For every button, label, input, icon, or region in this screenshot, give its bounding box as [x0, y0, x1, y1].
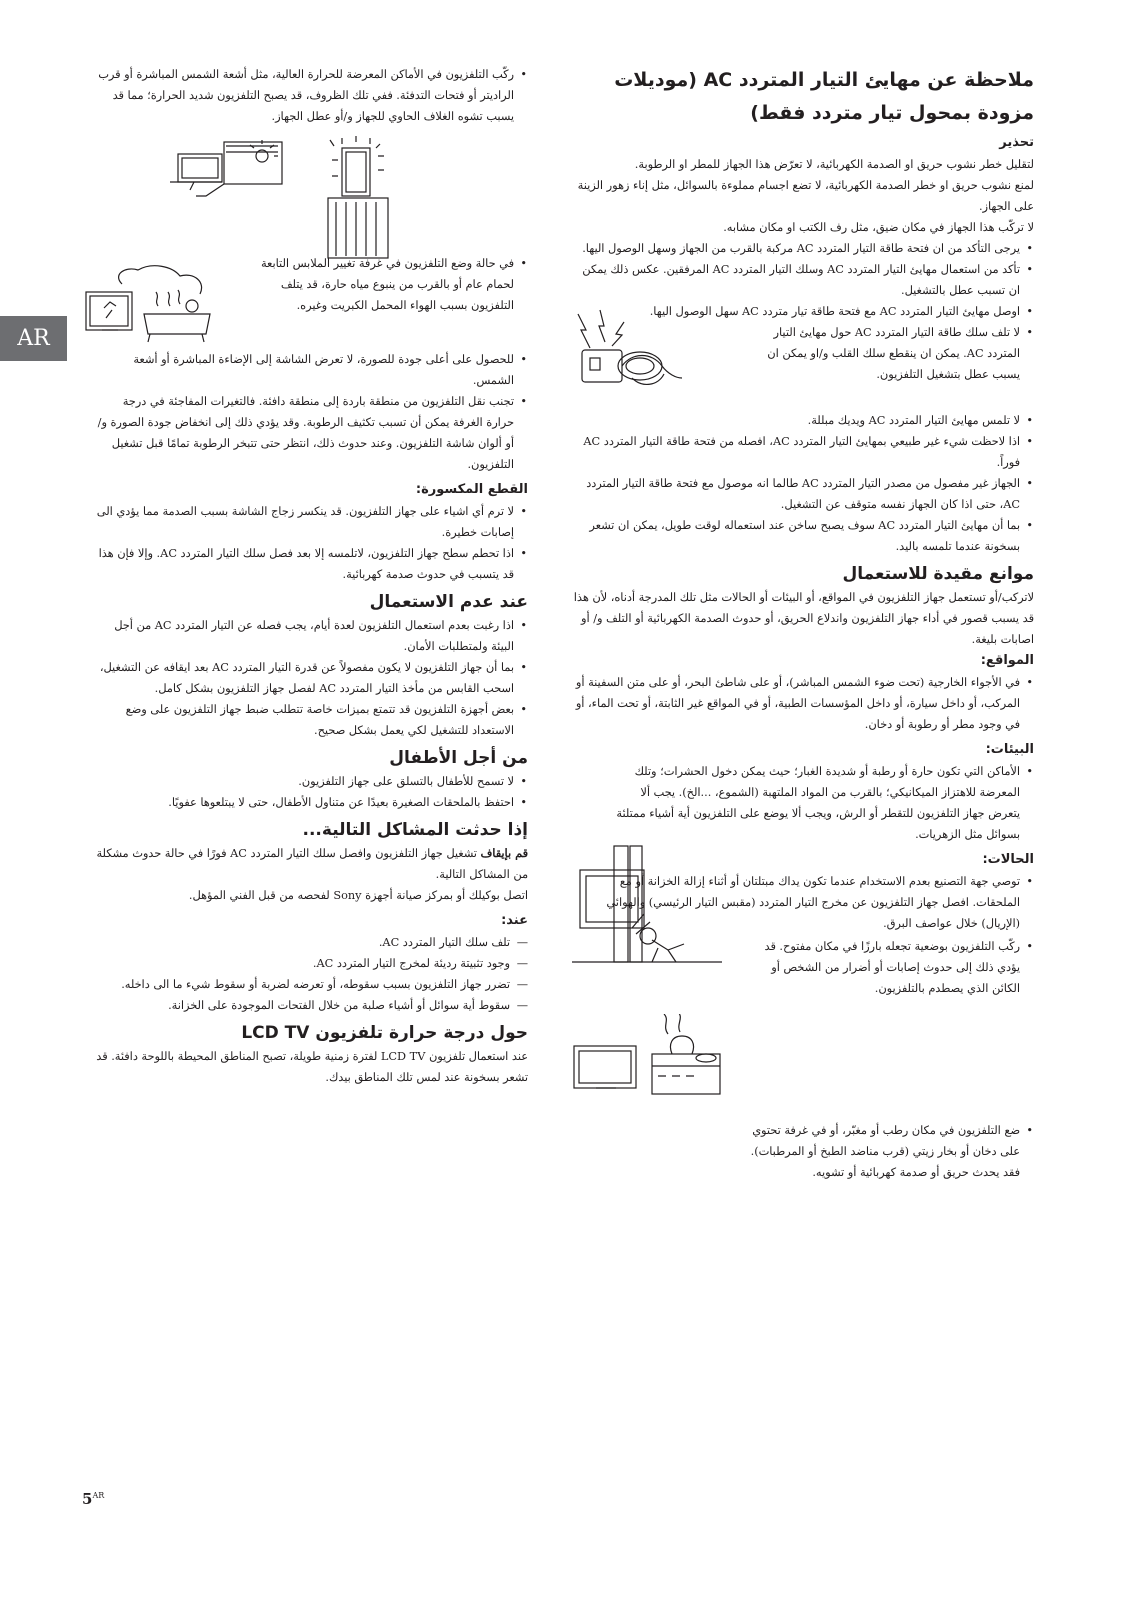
children-heading: من أجل الأطفال — [389, 748, 528, 768]
language-tab — [0, 316, 67, 361]
list-item: • لا تسمح للأطفال بالتسلق على جهاز التلفزيون. — [96, 771, 528, 792]
ac-adapter-title: ملاحظة عن مهايئ التيار المتردد AC (موديلات مزودة بمحول تيار متردد فقط) — [614, 69, 1034, 124]
list-item: — تضرر جهاز التلفزيون بسبب سقوطه، أو تعرضه لضربة أو سقوط شيء ما الى داخله. — [96, 974, 528, 995]
when-heading: عند: — [501, 913, 528, 928]
heat-list — [96, 64, 528, 127]
situations-heading: الحالات: — [982, 852, 1034, 867]
language-tab-label: AR — [17, 326, 50, 351]
children-list — [96, 771, 528, 813]
list-item: • يرجى التأكد من ان فتحة طاقة التيار المتردد AC مركبة بالقرب من الجهاز وسهل الوصول اليها. — [572, 238, 1034, 259]
lcd-text: عند استعمال تلفزيون LCD TV لفترة زمنية طويلة، تصبح المناطق المحيطة باللوحة دافئة. قد تشعر بسخونة عند لمس تلك المناطق بيدك. — [96, 1050, 528, 1084]
problems-heading: إذا حدثت المشاكل التالية... — [302, 820, 528, 840]
list-item: • ضع التلفزيون في مكان رطب أو مغبّر، أو في غرفة تحتوي على دخان أو بخار زيتي (قرب مناضد الطبخ أو المرطبات). فقد يحدث حريق أو صدمة كهربائية أو تشويه. — [572, 1120, 1034, 1183]
list-item: • تجنب نقل التلفزيون من منطقة باردة إلى منطقة دافئة. فالتغيرات المفاجئة في درجة حرارة الغرفة يمكن أن تسبب تكثيف الرطوبة. وقد يؤدي ذلك إلى انخفاض جودة الصورة و/أو ألوان شاشة التلفزيون. وعند حدوث ذلك، انتظر حتى تتبخر الرطوبة تمامًا قبل تشغيل التلفزيون. — [96, 391, 528, 475]
notuse-list — [96, 615, 528, 741]
list-item: • اذا رغبت بعدم استعمال التلفزيون لعدة أيام، يجب فصله عن التيار المتردد AC من أجل البيئة ولمتطلبات الأمان. — [96, 615, 528, 657]
warning-line: لا تركّب هذا الجهاز في مكان ضيق، مثل رف الكتب او مكان مشابه. — [723, 221, 1034, 234]
environments-heading: البيئات: — [985, 742, 1034, 757]
list-item: • لا ترم أي اشياء على جهاز التلفزيون. قد ينكسر زجاج الشاشة بسبب الصدمة مما يؤدي الى إصابات خطيرة. — [96, 501, 528, 543]
picture-list — [96, 349, 528, 475]
page-number-suffix: AR — [92, 1491, 105, 1500]
broken-list — [96, 501, 528, 585]
lcd-heading: حول درجة حرارة تلفزيون LCD TV — [241, 1023, 528, 1043]
list-item: • اوصل مهايئ التيار المتردد AC مع فتحة طاقة تيار متردد AC سهل الوصول اليها. — [572, 301, 1034, 322]
list-item: • بعض أجهزة التلفزيون قد تتمتع بميزات خاصة تتطلب ضبط جهاز التلفزيون على وضع الاستعداد للتشغيل لكي يعمل بشكل صحيح. — [96, 699, 528, 741]
kitchen-steam-illustration — [572, 1014, 732, 1104]
locations-heading: المواقع: — [980, 653, 1034, 668]
list-item: • في حالة وضع التلفزيون في غرفة تغيير الملابس التابعة لحمام عام أو بالقرب من ينبوع مياه حارة، قد يتلف التلفزيون بسبب الهواء المحمل الكبريت وغيره. — [96, 253, 528, 339]
list-item: • الجهاز غير مفصول من مصدر التيار المتردد AC طالما انه موصول مع فتحة طاقة التيار المتردد AC، حتى اذا كان الجهاز نفسه متوقف عن التشغيل. — [572, 473, 1034, 515]
when-list — [96, 932, 528, 1016]
page-number-value: 5 — [82, 1490, 93, 1508]
warning-heading: تحذير — [999, 135, 1034, 150]
page-number — [82, 1490, 104, 1508]
list-item: • اذا لاحظت شيء غير طبيعي بمهايئ التيار المتردد AC، افصله من فتحة طاقة التيار المتردد AC فوراً. — [572, 431, 1034, 473]
list-item: • بما أن مهايئ التيار المتردد AC سوف يصبح ساخن عند استعماله لوقت طويل، يمكن ان تشعر بسخونة عندما تلمسه باليد. — [572, 515, 1034, 557]
list-item: • بما أن جهاز التلفزيون لا يكون مفصولاً عن قدرة التيار المتردد AC بعد ايقافه عن التشغيل، اسحب القابس من مأخذ التيار المتردد AC لفصل جهاز التلفزيون بشكل كامل. — [96, 657, 528, 699]
ac-adapter-illustration — [572, 308, 692, 398]
ac-adapter-list-2 — [572, 410, 1034, 557]
broken-heading: القطع المكسورة: — [415, 482, 528, 497]
list-item: — وجود تثبيتة رديئة لمخرج التيار المتردد AC. — [96, 953, 528, 974]
notuse-heading: عند عدم الاستعمال — [369, 592, 528, 612]
problems-rest: تشغيل جهاز التلفزيون وافصل سلك التيار المتردد AC فورًا في حالة حدوث مشكلة من المشاكل التالية. — [96, 847, 528, 881]
locations-list — [572, 672, 1034, 735]
right-column — [572, 64, 1034, 1183]
list-item: • للحصول على أعلى جودة للصورة، لا تعرض الشاشة إلى الإضاءة المباشرة أو أشعة الشمس. — [96, 349, 528, 391]
list-item: • ركّب التلفزيون بوضعية تجعله بارزًا في مكان مفتوح. قد يؤدي ذلك إلى حدوث إصابات أو أضرار من الشخص أو الكائن الذي يصطدم بالتلفزيون. — [572, 936, 1034, 1116]
environments-list — [572, 761, 1034, 845]
left-column — [96, 64, 528, 1088]
list-item: • تأكد من استعمال مهايئ التيار المتردد AC وسلك التيار المتردد AC المرفقين. عكس ذلك يمكن ان تسبب عطل بالتشغيل. — [572, 259, 1034, 301]
bathroom-illustration — [82, 264, 222, 354]
list-item: • احتفظ بالملحقات الصغيرة بعيدًا عن متناول الأطفال، حتى لا يبتلعوها عفويًا. — [96, 792, 528, 813]
list-item: — سقوط أية سوائل أو أشياء صلبة من خلال الفتحات الموجودة على الخزانة. — [96, 995, 528, 1016]
warning-line: لتقليل خطر نشوب حريق او الصدمة الكهربائية، لا تعرّض هذا الجهاز للمطر او الرطوبة. — [634, 158, 1034, 171]
list-item: • لا تلمس مهايئ التيار المتردد AC ويديك مبللة. — [572, 410, 1034, 431]
list-item: • ركّب التلفزيون في الأماكن المعرضة للحرارة العالية، مثل أشعة الشمس المباشرة أو قرب الراديتر أو فتحات التدفئة. ففي تلك الظروف، قد يصبح التلفزيون شديد الحرارة؛ مما قد يسبب تشوه الغلاف الحاوي للجهاز و/أو عطل الجهاز. — [96, 64, 528, 127]
list-item: • لا تلف سلك طاقة التيار المتردد AC حول مهايئ التيار المتردد AC. يمكن ان ينقطع سلك القلب و/او يمكن ان يسبب عطل بتشغيل التلفزيون. — [572, 322, 1034, 406]
sun-heater-illustration — [166, 136, 466, 260]
list-item: • توصي جهة التصنيع بعدم الاستخدام عندما تكون يداك مبتلتان أو أثناء إزالة الخزانة أو مع الملحقات. افصل جهاز التلفزيون عن مخرج التيار المتردد (مقبس التيار الرئيسي) والهوائي (الإريال) خلال عواصف البرق. — [572, 871, 1034, 934]
list-item: • في الأجواء الخارجية (تحت ضوء الشمس المباشر)، أو على شاطئ البحر، أو على متن السفينة أو المركب، أو داخل سيارة، أو داخل المؤسسات الطبية، أو في المواقع غير الثابتة، أو تحت الماء، أو في وجود مطر أو رطوبة أو دخان. — [572, 672, 1034, 735]
list-item: • اذا تحطم سطح جهاز التلفزيون، لاتلمسه إلا بعد فصل سلك التيار المتردد AC. وإلا فإن هذا قد يتسبب في حدوث صدمة كهربائية. — [96, 543, 528, 585]
restricted-intro: لاتركب/أو تستعمل جهاز التلفزيون في المواقع، أو البيئات أو الحالات مثل تلك المدرجة أدناه، لأن هذا قد يسبب قصور في أداء جهاز التلفزيون واندلاع الحريق، أو حدوث الصدمة الكهربائية أو التلف و/ أو اصابات بليغة. — [573, 591, 1034, 646]
restricted-heading: موانع مقيدة للاستعمال — [842, 564, 1034, 584]
tv-collision-illustration — [572, 844, 732, 974]
problems-contact: اتصل بوكيلك أو بمركز صيانة أجهزة Sony لفحصه من قبل الفني المؤهل. — [188, 889, 528, 902]
list-item: • الأماكن التي تكون حارة أو رطبة أو شديدة الغبار؛ حيث يمكن دخول الحشرات؛ وتلك المعرضة للاهتزاز الميكانيكي؛ بالقرب من المواد الملتهبة (الشموع، ...الخ). يجب ألا يتعرض جهاز التلفزيون للتقطر أو الرش، ويجب ألا يوضع على التلفزيون أية أشياء ممتلئة بسوائل مثل الزهريات. — [612, 761, 1034, 845]
problems-text — [96, 843, 528, 885]
list-item: — تلف سلك التيار المتردد AC. — [96, 932, 528, 953]
warning-line: لمنع نشوب حريق او خطر الصدمة الكهربائية، لا تضع اجسام مملوءة بالسوائل، مثل إناء زهور الزينة على الجهاز. — [577, 179, 1034, 213]
problems-bold: قم بإيقاف — [480, 846, 528, 860]
